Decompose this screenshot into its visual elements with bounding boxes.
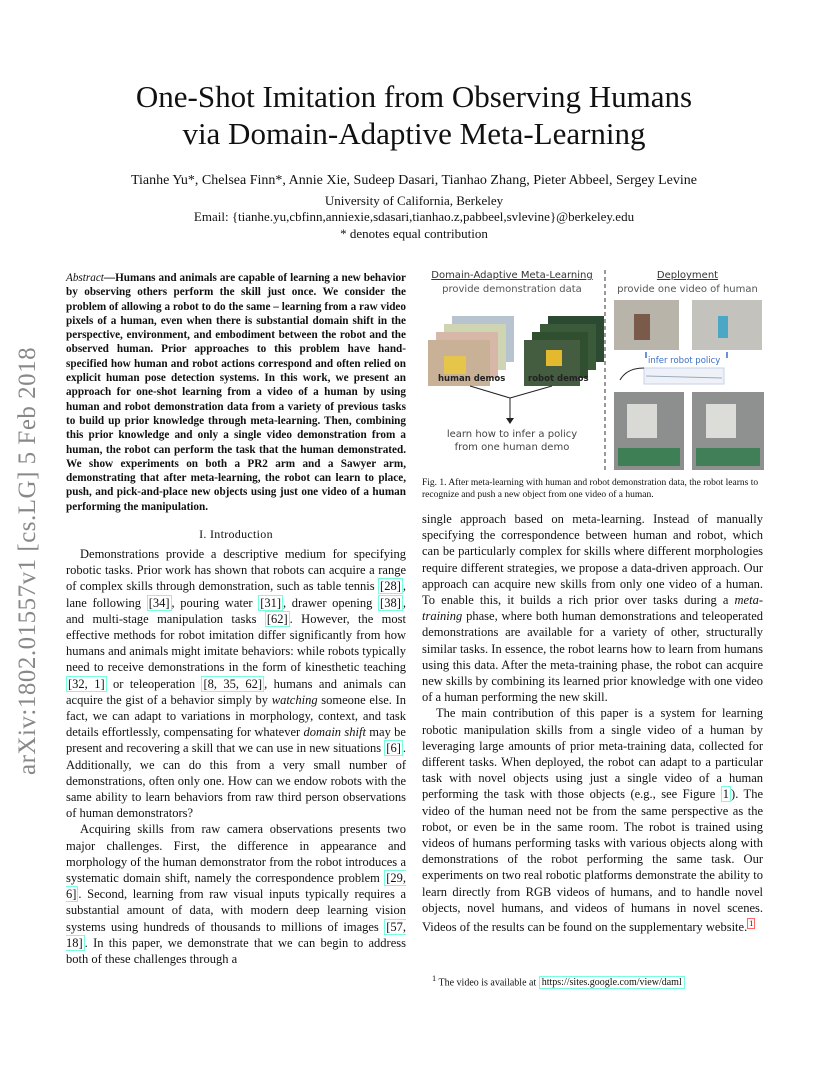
- figure-label-robot-demos: robot demos: [528, 374, 589, 384]
- figure-left-subtitle: provide demonstration data: [442, 284, 582, 295]
- footnote-reference-link[interactable]: 1: [749, 919, 754, 929]
- arxiv-identifier: arXiv:1802.01557v1 [cs.LG] 5 Feb 2018: [14, 346, 41, 775]
- citation-link[interactable]: [32, 1]: [68, 676, 105, 691]
- affiliation: University of California, Berkeley: [324, 193, 504, 208]
- footnote: $^1$ The video is available at https://sites.google.com/view/daml: [432, 974, 685, 988]
- citation-link[interactable]: [62]: [266, 611, 288, 626]
- intro-paragraph-4: The main contribution of this paper is a system for learning robotic manipulation skills from a single video of a human by leveraging large amounts of prior meta-training data, collected for different tasks. When deployed, the robot can adapt to a particular task with novel objects using just a single video of a human performing the task with those objects (e.g., see Figure 1 ). The video of the human need not be from the same perspective as the robot, or even be in the same room. The robot is trained using videos of humans performing tasks with various objects along with demonstrations of the robot performing the same task. Our experiments on two real robotic platforms demonstrate the ability to learn directly from RGB videos of humans, and to handle novel objects, novel humans, and videos of humans in novel scenes. Videos of the results can be found on the supplementary website. $^1$: [422, 706, 763, 935]
- citation-link[interactable]: [34]: [148, 595, 170, 610]
- citation-link[interactable]: [6]: [386, 741, 401, 756]
- email-line: Email: {tianhe.yu,cbfinn,anniexie,sdasari,tianhao.z,pabbeel,svlevine}@berkeley.edu: [193, 209, 635, 224]
- citation-link[interactable]: [38]: [380, 595, 401, 610]
- paper-title: [0, 78, 828, 152]
- citation-link[interactable]: [8, 35, 62]: [203, 676, 263, 691]
- footnote-number: 1: [432, 974, 437, 983]
- figure-label-infer-policy: infer robot policy: [648, 356, 721, 366]
- figure-right-subtitle: provide one video of human: [617, 284, 758, 295]
- figure-label-human-demos: human demos: [438, 374, 506, 384]
- equal-contribution-note: * denotes equal contribution: [340, 226, 488, 241]
- citation-link[interactable]: [28]: [380, 579, 401, 594]
- abstract-text: —Humans and animals are capable of learning a new behavior by observing others perform the skill just once. We consider the problem of allowing a robot to do the same – learning from a raw video pixels of a human, even when there is substantial domain shift in the perspective, environment, and embodiment between the robot and the observed human. Prior approaches to this problem have hand-specified how human and robot actions correspond and often relied on explicit human pose detection systems. In this work, we present an approach for one-shot learning from a video of a human by using human and robot demonstration data from a variety of previous tasks to build up prior knowledge through meta-learning. Then, combining this prior knowledge and only a single video demonstration from a human, the robot can perform the task that the human demonstrated. We show experiments on both a PR2 arm and a Sawyer arm, demonstrating that after meta-learning, the robot can learn to place, push, and pick-and-place new objects using just one video of a human performing the manipulation.: [66, 272, 406, 513]
- citation-link[interactable]: [57, 18]: [66, 919, 406, 950]
- citation-link[interactable]: [29, 6]: [66, 871, 406, 902]
- figure-right-title: Deployment: [656, 270, 719, 281]
- intro-paragraph-1: Demonstrations provide a descriptive medium for specifying robotic tasks. Prior work has shown that robots can acquire a range of complex skills through demonstration, such as table tennis [28] , lane following [34] , pouring water [31] , drawer opening [38] , and multi-stage manipulation tasks [62] . However, the most effective methods for robot imitation differ significantly from how humans and animals might imitate behaviors: while robots typically need to receive demonstrations in the form of kinesthetic teaching [32, 1] or teleoperation [8, 35, 62] , humans and animals can acquire the gist of a behavior simply by watching someone else. In fact, we can adapt to variations in morphology, context, and task details effortlessly, compensating for whatever domain shift may be present and recovering a skill that we can use in new situations [6] . Additionally, we can do this from a very small number of demonstrations, often only one. How can we endow robots with the same ability to learn behaviors from raw third person observations of human demonstrators?: [66, 547, 407, 821]
- citation-link[interactable]: [31]: [260, 595, 282, 610]
- figure-reference-link[interactable]: 1: [722, 787, 730, 802]
- figure-1: [422, 268, 767, 473]
- abstract: [66, 271, 406, 514]
- section-heading: I. Introduction: [199, 527, 273, 541]
- title-line-1: One-Shot Imitation from Observing Humans: [135, 79, 693, 114]
- intro-paragraph-2: Acquiring skills from raw camera observations presents two major challenges. First, the difference in appearance and morphology of the human demonstrator from the robot introduces a systematic domain shift, namely the correspondence problem [29, 6] . Second, learning from raw visual inputs typically requires a substantial amount of data, with modern deep learning vision systems using hundreds of thousands to millions of images [57, 18] . In this paper, we demonstrate that we can begin to address both of these challenges through a: [66, 822, 406, 967]
- intro-paragraph-3: single approach based on meta-learning. Instead of manually specifying the correspondence between human and robot, which can be particularly complex for skills where different morphologies require different strategies, we propose a data-driven approach. Our approach can acquire new skills from only one video of a human. To enable this, it builds a rich prior over tasks during a meta-training phase, where both human demonstrations and teleoperated demonstrations are available for a variety of other, structurally similar tasks. In essence, the robot learns how to learn from humans using this data. After the meta-training phase, the robot can acquire new skills by combining its learned prior knowledge with one video of a human performing the new skill.: [422, 512, 763, 705]
- author-list: Tianhe Yu*, Chelsea Finn*, Annie Xie, Sudeep Dasari, Tianhao Zhang, Pieter Abbeel, Sergey Levine: [130, 173, 697, 188]
- footnote-url-link[interactable]: https://sites.google.com/view/daml: [539, 976, 685, 989]
- right-column-body: [422, 511, 763, 935]
- figure-caption: Fig. 1. After meta-learning with human and robot demonstration data, the robot learns to recognize and push a new object from one video of a human.: [422, 478, 759, 500]
- figure-learn-text: learn how to infer a policy from one human demo: [446, 429, 578, 453]
- left-column-body: [66, 546, 406, 967]
- title-line-2: via Domain-Adaptive Meta-Learning: [182, 116, 646, 151]
- abstract-label: Abstract: [66, 272, 104, 284]
- figure-left-title: Domain-Adaptive Meta-Learning: [431, 270, 593, 281]
